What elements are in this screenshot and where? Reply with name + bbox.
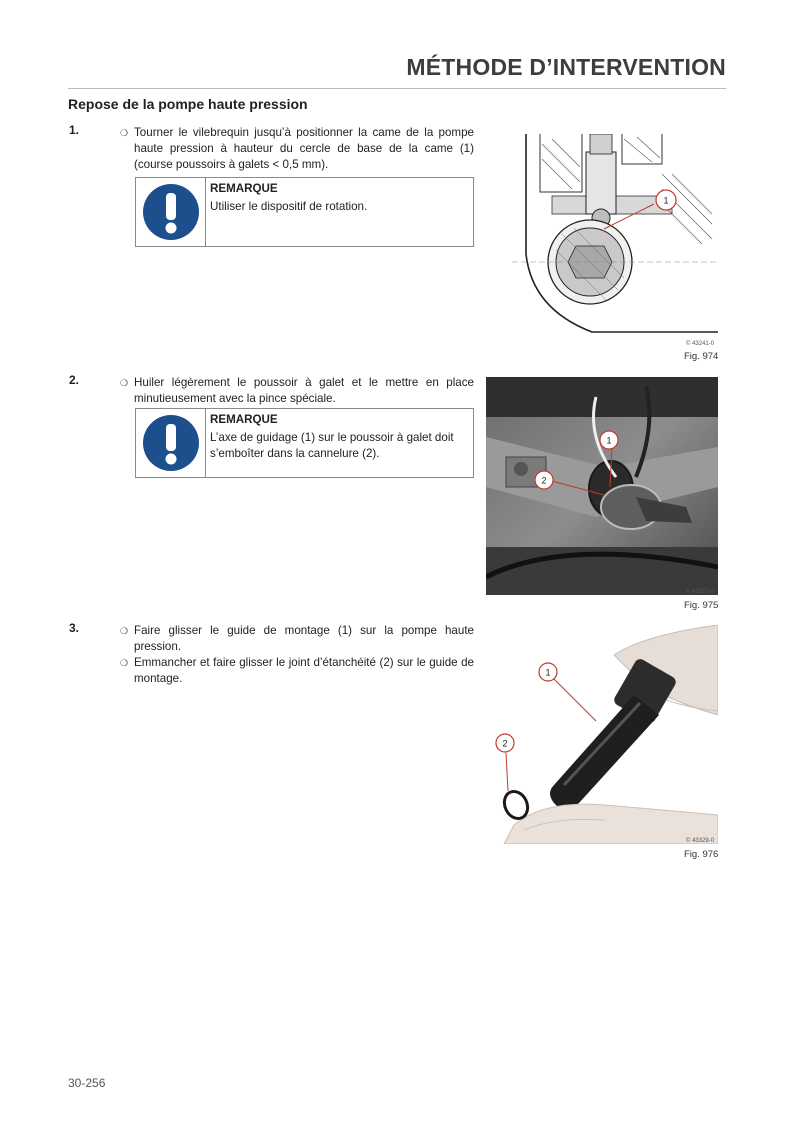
step-1-bullet: ❍ Tourner le vilebrequin jusqu’à positionner la came de la pompe haute pression à hauteur du cercle de base de la came (1) (course poussoirs à galets < 0,5 mm). [120, 126, 474, 171]
step-1-text [120, 125, 474, 173]
remark-icon-cell [136, 409, 206, 477]
bullet-circle-icon: ❍ [120, 378, 129, 388]
step-2-bullet: ❍ Huiler légèrement le poussoir à galet et le mettre en place minutieusement avec la pince spéciale. [120, 376, 474, 405]
remark-icon-cell [136, 178, 206, 246]
step-3-bullet-2: ❍ Emmancher et faire glisser le joint d’étanchéité (2) sur le guide de montage. [120, 656, 474, 685]
step-2-text [120, 375, 474, 407]
page-header-title: MÉTHODE D’INTERVENTION [406, 54, 726, 80]
remark-heading: REMARQUE [210, 413, 278, 426]
step-1-number: 1. [69, 123, 80, 137]
section-title: Repose de la pompe haute pression [68, 96, 308, 112]
remark-heading: REMARQUE [210, 182, 278, 195]
fig-976-callout-2: 2 [502, 738, 508, 749]
step-3-text [120, 623, 474, 687]
step-3-number: 3. [69, 621, 80, 635]
bullet-circle-icon: ❍ [120, 626, 129, 636]
exclamation-circle-icon [142, 414, 200, 472]
figure-976-code: © 43329-0 [686, 838, 715, 844]
figure-976-photo [494, 625, 718, 844]
figure-974-label: Fig. 974 [684, 351, 719, 362]
step-2-number: 2. [69, 373, 80, 387]
figure-975-photo [486, 377, 718, 595]
figure-974-drawing [512, 134, 718, 334]
fig-976-callout-1: 1 [545, 667, 551, 678]
step-2-remark [135, 408, 474, 478]
fig-975-callout-2: 2 [541, 475, 547, 486]
fig-974-callout-1: 1 [663, 195, 669, 206]
figure-976-label: Fig. 976 [684, 849, 719, 860]
header-rule [68, 88, 726, 89]
remark-text: L’axe de guidage (1) sur le poussoir à galet doit s’emboîter dans la cannelure (2). [210, 431, 454, 460]
step-3-bullet-1: ❍ Faire glisser le guide de montage (1) sur la pompe haute pression. [120, 624, 474, 653]
exclamation-circle-icon [142, 183, 200, 241]
fig-975-callout-1: 1 [606, 435, 612, 446]
bullet-circle-icon: ❍ [120, 658, 129, 668]
figure-974-code: © 43241-0 [686, 341, 715, 347]
figure-975-label: Fig. 975 [684, 600, 719, 611]
page-number: 30-256 [68, 1076, 106, 1090]
remark-text: Utiliser le dispositif de rotation. [210, 200, 368, 213]
step-1-remark [135, 177, 474, 247]
bullet-circle-icon: ❍ [120, 128, 129, 138]
figure-975-code: © 42822-0 [686, 589, 715, 595]
